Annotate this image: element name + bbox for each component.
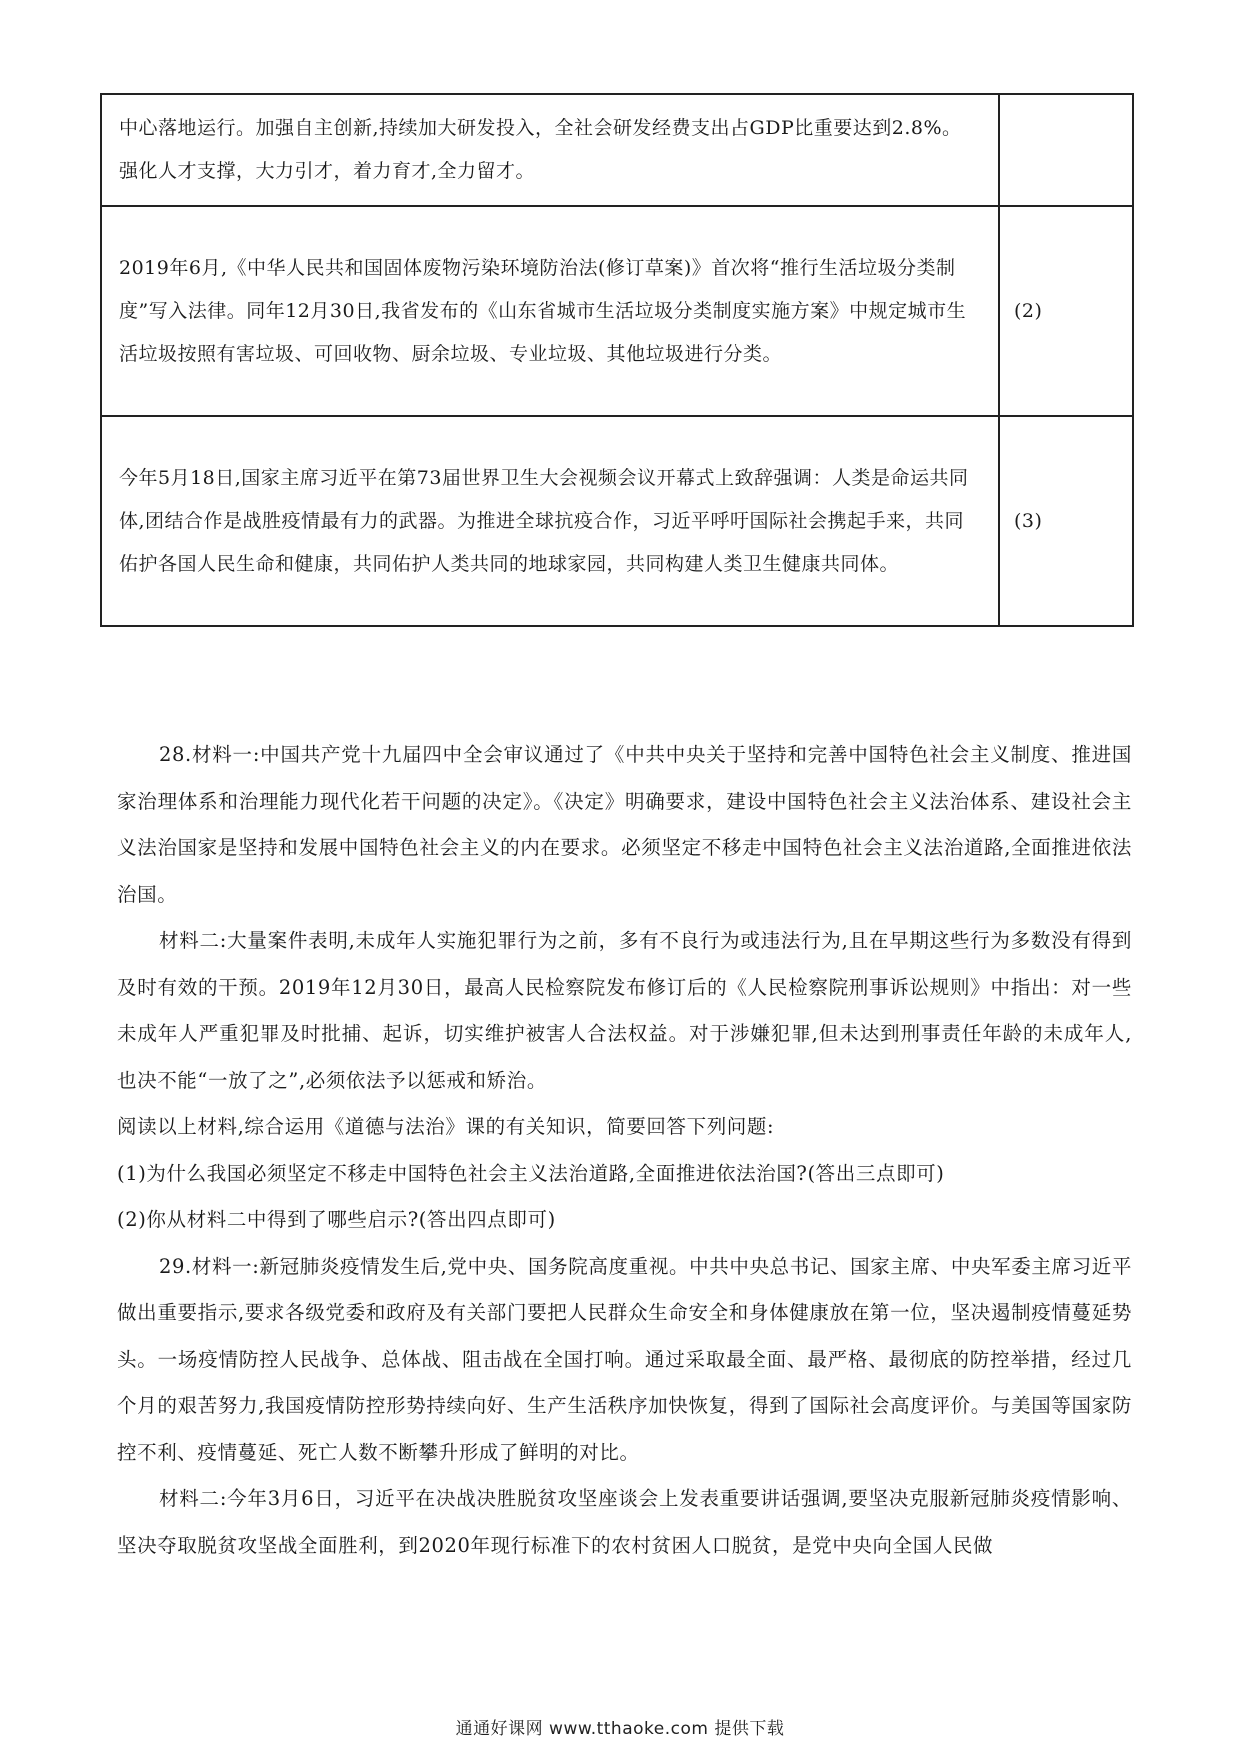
q28-question-2: (2)你从材料二中得到了哪些启示?(答出四点即可): [117, 1208, 556, 1231]
q29-material-one: 29.材料一:新冠肺炎疫情发生后,党中央、国务院高度重视。中共中央总书记、国家主席、中央军委主席习近平做出重要指示,要求各级党委和政府及有关部门要把人民群众生命安全和身体健康放在第一位，坚决遏制疫情蔓延势头。一场疫情防控人民战争、总体战、阻击战在全国打响。通过采取最全面、最严格、最彻底的防控举措，经过几个月的艰苦努力,我国疫情防控形势持续向好、生产生活秩序加快恢复，得到了国际社会高度评价。与美国等国家防控不利、疫情蔓延、死亡人数不断攀升形成了鲜明的对比。: [117, 1254, 1132, 1464]
page-footer: 通通好课网 www.tthaoke.com 提供下载: [455, 1719, 785, 1739]
material-text: 2019年6月,《中华人民共和国固体废物污染环境防治法(修订草案)》首次将“推行生活垃圾分类制度”写入法律。同年12月30日,我省发布的《山东省城市生活垃圾分类制度实施方案》中规定城市生活垃圾按照有害垃圾、可回收物、厨余垃圾、专业垃圾、其他垃圾进行分类。: [119, 256, 967, 365]
questions-section: [117, 732, 1132, 1569]
answer-cell: [999, 206, 1133, 416]
table-row: [101, 206, 1133, 416]
material-cell: [101, 206, 999, 416]
material-answer-table: [100, 93, 1134, 627]
q28-question-1: (1)为什么我国必须坚定不移走中国特色社会主义法治道路,全面推进依法治国?(答出三点即可): [117, 1161, 945, 1185]
q28-material-two: 材料二:大量案件表明,未成年人实施犯罪行为之前，多有不良行为或违法行为,且在早期这些行为多数没有得到及时有效的干预。2019年12月30日，最高人民检察院发布修订后的《人民检察院刑事诉讼规则》中指出：对一些未成年人严重犯罪及时批捕、起诉，切实维护被害人合法权益。对于涉嫌犯罪,但未达到刑事责任年龄的未成年人,也决不能“一放了之”,必须依法予以惩戒和矫治。: [117, 929, 1132, 1092]
answer-label: (2): [1014, 299, 1043, 322]
material-text: 中心落地运行。加强自主创新,持续加大研发投入，全社会研发经费支出占GDP比重要达到2.8%。强化人才支撑，大力引才，着力育才,全力留才。: [119, 117, 962, 182]
q28-material-one: 28.材料一:中国共产党十九届四中全会审议通过了《中共中央关于坚持和完善中国特色社会主义制度、推进国家治理体系和治理能力现代化若干问题的决定》。《决定》明确要求，建设中国特色社会主义法治体系、建设社会主义法治国家是坚持和发展中国特色社会主义的内在要求。必须坚定不移走中国特色社会主义法治道路,全面推进依法治国。: [117, 743, 1132, 906]
material-text: 今年5月18日,国家主席习近平在第73届世界卫生大会视频会议开幕式上致辞强调：人类是命运共同体,团结合作是战胜疫情最有力的武器。为推进全球抗疫合作，习近平呼吁国际社会携起手来，共同佑护各国人民生命和健康，共同佑护人类共同的地球家园，共同构建人类卫生健康共同体。: [119, 466, 969, 575]
answer-label: (3): [1014, 509, 1043, 532]
answer-cell: [999, 416, 1133, 626]
material-cell: [101, 94, 999, 206]
table-row: [101, 416, 1133, 626]
q28-instruction: 阅读以上材料,综合运用《道德与法治》课的有关知识，简要回答下列问题:: [117, 1115, 775, 1138]
q29-material-two: 材料二:今年3月6日，习近平在决战决胜脱贫攻坚座谈会上发表重要讲话强调,要坚决克服新冠肺炎疫情影响、坚决夺取脱贫攻坚战全面胜利，到2020年现行标准下的农村贫困人口脱贫，是党中央向全国人民做: [117, 1487, 1132, 1557]
answer-cell: [999, 94, 1133, 206]
material-cell: [101, 416, 999, 626]
table-row: [101, 94, 1133, 206]
